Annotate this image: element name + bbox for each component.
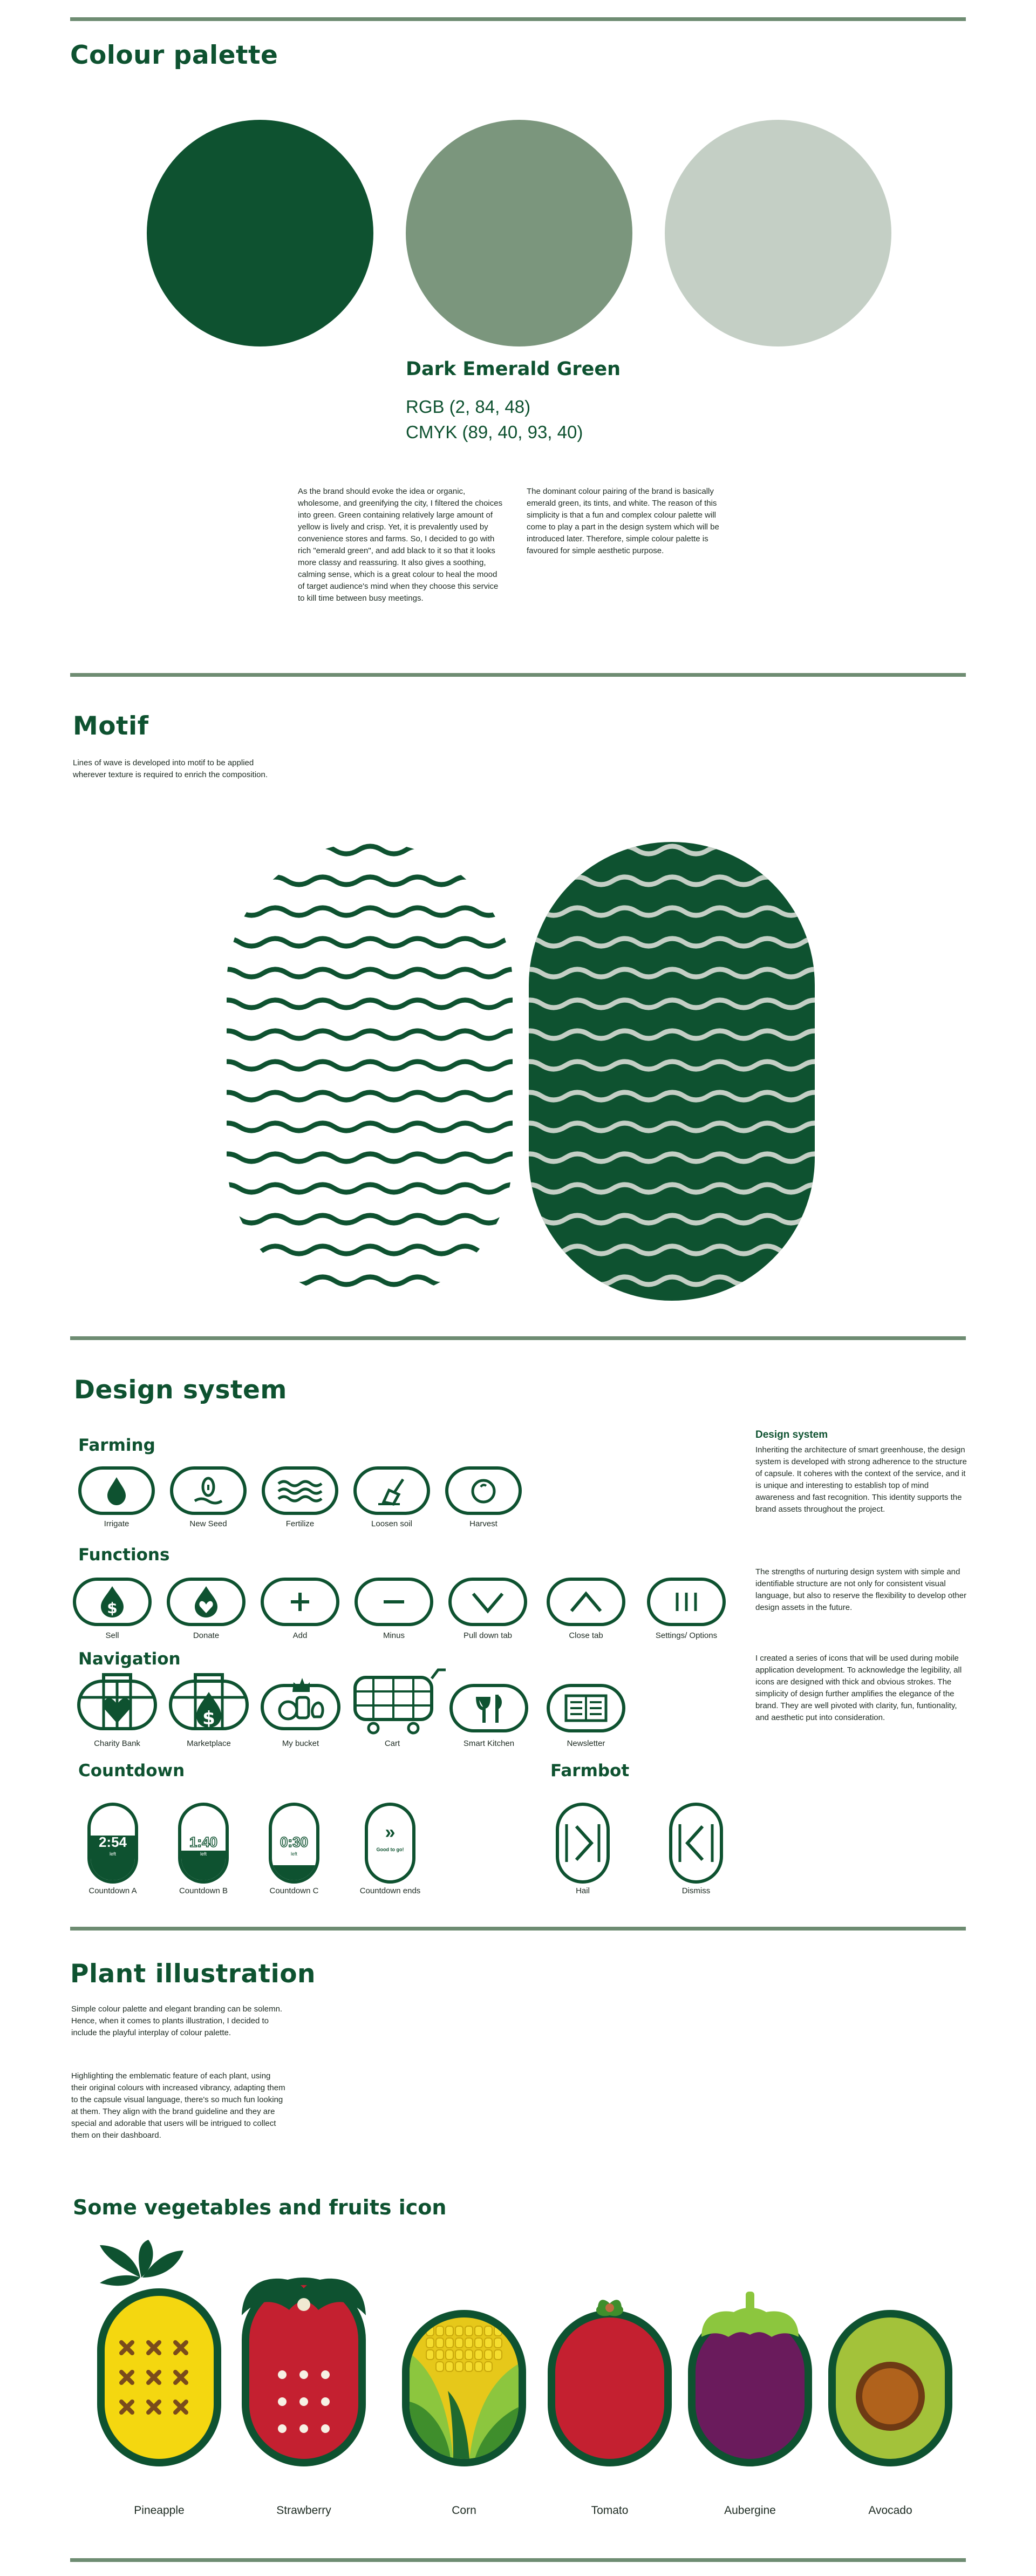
tomato-icon (548, 2300, 672, 2466)
corn-icon (402, 2310, 526, 2466)
divider (70, 2558, 966, 2562)
donate-label: Donate (193, 1631, 220, 1640)
colour-rgb: RGB (2, 84, 48) (406, 397, 531, 417)
sell-label: Sell (105, 1631, 119, 1640)
countdown-b-capsule (178, 1803, 229, 1884)
chevron-down-icon (452, 1581, 524, 1623)
shovel-icon (357, 1470, 427, 1512)
countdown-sub: left (290, 1851, 297, 1857)
countdown-fill (272, 1865, 316, 1880)
motif-wave-line (518, 1277, 850, 1284)
countdown-a-label: Countdown A (88, 1886, 137, 1895)
heart-drop-icon (170, 1581, 242, 1623)
heading-navigation: Navigation (78, 1649, 181, 1669)
divider (70, 1336, 966, 1340)
minus-icon (358, 1581, 430, 1623)
plant-paragraph-2: Highlighting the emblematic feature of each plant, using their original colours with increased vibrancy, adapting them to the capsule visual language, there's so much fun looking at them. They align with the brand guideline and they are special and adorable that users will be intrigued to collect them on their dashboard. (71, 2071, 285, 2140)
heading-countdown: Countdown (78, 1761, 185, 1780)
motif-wave-line (216, 1031, 548, 1038)
charity-bank-icon[interactable] (77, 1670, 158, 1735)
tomato-label: Tomato (591, 2504, 629, 2517)
pineapple-label: Pineapple (134, 2504, 185, 2517)
svg-text:$: $ (202, 1708, 215, 1729)
loosen-soil-button[interactable] (353, 1466, 430, 1515)
countdown-sub: left (200, 1851, 207, 1857)
countdown-time: 0:30 (280, 1834, 309, 1850)
waves-icon (265, 1470, 335, 1512)
minus-button[interactable] (355, 1578, 433, 1626)
countdown-a-capsule (87, 1803, 138, 1884)
smart-kitchen-button[interactable] (449, 1684, 528, 1732)
motif-wave-line (216, 1062, 548, 1069)
section-title-plant-illustration: Plant illustration (70, 1959, 316, 1989)
countdown-time: » (385, 1822, 396, 1843)
smart-kitchen-label: Smart Kitchen (463, 1739, 515, 1748)
hail-label: Hail (576, 1886, 590, 1895)
countdown-ends-label: Countdown ends (359, 1886, 421, 1895)
chevron-up-icon (550, 1581, 622, 1623)
plus-icon (264, 1581, 336, 1623)
motif-wave-line (216, 1277, 548, 1284)
countdown-c-label: Countdown C (269, 1886, 319, 1895)
settings-options-label: Settings/ Options (655, 1631, 718, 1640)
my-bucket-label: My bucket (282, 1739, 319, 1748)
harvest-label: Harvest (469, 1519, 497, 1528)
hail-icon[interactable] (556, 1803, 610, 1884)
bars-icon (650, 1581, 723, 1623)
section-title-motif: Motif (73, 711, 149, 741)
design-system-side-title: Design system (755, 1429, 828, 1440)
motif-description: Lines of wave is developed into motif to be applied wherever texture is required to enrich the composition. (73, 758, 268, 779)
cart-label: Cart (384, 1739, 400, 1748)
loosen-soil-label: Loosen soil (371, 1519, 412, 1528)
irrigate-label: Irrigate (104, 1519, 130, 1528)
design-system-side-paragraph-1: Inheriting the architecture of smart greenhouse, the design system is developed with strong adherence to the structure of capsule. It coheres with the context of the service, and it is unique and interesting to establish top of mind awareness and fast recognition. This identity supports the brand assets throughout the project. (755, 1445, 967, 1514)
section-title-design-system: Design system (74, 1375, 287, 1405)
plant-paragraph-1: Simple colour palette and elegant branding can be solemn. Hence, when it comes to plants illustration, I decided to include the playful interplay of colour palette. (71, 2004, 283, 2037)
colour-name: Dark Emerald Green (406, 358, 621, 380)
dollar-drop-icon (76, 1581, 148, 1623)
countdown-c-capsule (269, 1803, 319, 1884)
aubergine-label: Aubergine (724, 2504, 776, 2517)
strawberry-label: Strawberry (276, 2504, 331, 2517)
fertilize-label: Fertilize (285, 1519, 315, 1528)
section-title-colour-palette: Colour palette (70, 40, 278, 70)
sell-button[interactable] (73, 1578, 152, 1626)
marketplace-icon[interactable] (168, 1670, 249, 1735)
add-button[interactable] (261, 1578, 339, 1626)
fruit-icon (448, 1470, 519, 1512)
new-seed-label: New Seed (189, 1519, 227, 1528)
close-tab-button[interactable] (547, 1578, 625, 1626)
seed-icon (173, 1470, 243, 1512)
design-system-side-paragraph-2: The strengths of nurturing design system with simple and identifiable structure are not only for consistent visual language, but also to reserve the flexibility to develop other design assets in the future. (755, 1567, 967, 1612)
countdown-sub: left (109, 1851, 116, 1857)
motif-wave-line (216, 1154, 548, 1161)
newsletter-button[interactable] (547, 1684, 625, 1732)
motif-wave-line (216, 877, 548, 885)
vegetables-illustration (0, 2240, 1036, 2499)
motif-wave-line (518, 877, 850, 885)
motif-wave-line (216, 969, 548, 977)
donate-button[interactable] (167, 1578, 246, 1626)
pineapple-icon (97, 2240, 221, 2466)
dismiss-icon[interactable] (669, 1803, 723, 1884)
colour-cmyk: CMYK (89, 40, 93, 40) (406, 422, 583, 442)
divider (70, 1927, 966, 1931)
settings-options-button[interactable] (647, 1578, 726, 1626)
countdown-b-label: Countdown B (179, 1886, 228, 1895)
palette-paragraph-2: The dominant colour pairing of the brand is basically emerald green, its tints, and white. The reason of this simplicity is that a fun and complex colour palette will come to play a part in the design system which will be introduced later. Therefore, simple colour palette is favoured for simple aesthetic purpose. (527, 487, 719, 555)
countdown-time: 2:54 (98, 1834, 127, 1850)
motif-wave-line (216, 1185, 548, 1192)
aubergine-icon (688, 2292, 812, 2466)
kitchen-icon (453, 1687, 525, 1729)
palette-paragraph-1: As the brand should evoke the idea or organic, wholesome, and greenifying the city, I filtered the choices into green. Green containing relatively large amount of yellow is lively and crisp. Yet, it is prevalently used by convenience stores and farms. So, I decided to go with rich "emerald green", and add black to it so that it looks more classy and reassuring. It also gives a soothing, calming sense, which is a great colour to heal the mood of target audience's mind when they choose this service to kill time between busy meetings. (298, 487, 503, 603)
droplet-icon (81, 1470, 152, 1512)
subtitle-vegetables: Some vegetables and fruits icon (73, 2196, 447, 2219)
motif-wave-line (216, 1000, 548, 1008)
strawberry-icon (242, 2278, 366, 2466)
motif-wave-line (216, 1092, 548, 1100)
countdown-ends-capsule (365, 1803, 415, 1884)
marketplace-label: Marketplace (187, 1739, 231, 1748)
avocado-label: Avocado (868, 2504, 912, 2517)
motif-wave-line (216, 1215, 548, 1223)
design-system-side-paragraph-3: I created a series of icons that will be used during mobile application development. To acknowledge the legibility, all icons are designed with thick and obvious strokes. The simplicity of design further amplifies the elegance of the brand. They are well pivoted with clarity, fun, funtionality, and aesthetic put into consideration. (755, 1654, 962, 1722)
motif-wave-line (216, 939, 548, 946)
cart-icon[interactable] (352, 1667, 446, 1737)
corn-label: Corn (452, 2504, 476, 2517)
avocado-icon (828, 2310, 952, 2466)
charity-bank-label: Charity Bank (94, 1739, 140, 1748)
newsletter-icon (550, 1687, 622, 1729)
pull-down-tab-label: Pull down tab (463, 1631, 513, 1640)
irrigate-button[interactable] (78, 1466, 155, 1515)
close-tab-label: Close tab (569, 1631, 603, 1640)
pull-down-tab-button[interactable] (448, 1578, 527, 1626)
bucket-icon[interactable] (260, 1670, 341, 1735)
new-seed-button[interactable] (170, 1466, 247, 1515)
motif-wave-line (216, 846, 548, 854)
motif-wave-line (216, 1246, 548, 1254)
svg-text:$: $ (107, 1599, 118, 1617)
motif-wave-line (216, 1123, 548, 1131)
harvest-button[interactable] (445, 1466, 522, 1515)
add-label: Add (292, 1631, 308, 1640)
heading-farmbot: Farmbot (550, 1761, 630, 1780)
minus-label: Minus (383, 1631, 405, 1640)
fertilize-button[interactable] (262, 1466, 338, 1515)
motif-wave-line (518, 846, 850, 854)
heading-functions: Functions (78, 1545, 170, 1565)
countdown-sub: Good to go! (376, 1847, 404, 1852)
motif-wave-line (216, 908, 548, 915)
heading-farming: Farming (78, 1436, 155, 1455)
countdown-time: 1:40 (189, 1834, 218, 1850)
dismiss-label: Dismiss (681, 1886, 711, 1895)
newsletter-label: Newsletter (567, 1739, 605, 1748)
